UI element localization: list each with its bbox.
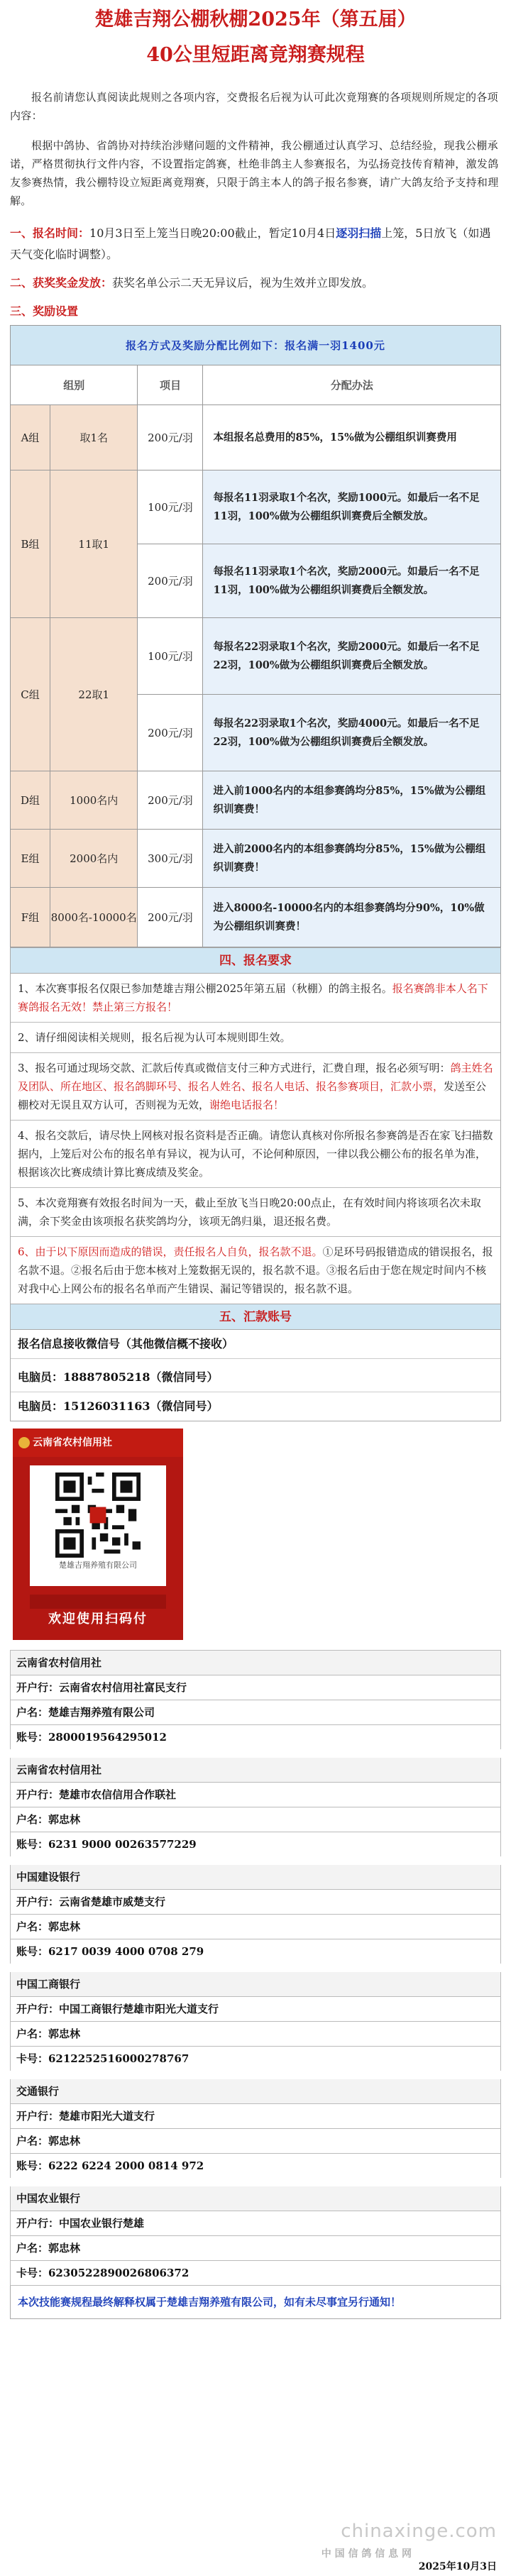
bank-acct: 账号：6217 0039 4000 0708 279 <box>11 1939 501 1969</box>
bank-name: 户名：郭忠林 <box>11 1915 501 1939</box>
table-cell-group: C组 <box>11 618 50 771</box>
rule-text-2: 发送至公棚校对无误且双方认可，否则视为无效， <box>18 1080 487 1111</box>
table-cell-group: E组 <box>11 830 50 888</box>
bank-row-acct <box>11 2047 501 2076</box>
bank-name: 户名：郭忠林 <box>11 1807 501 1832</box>
bank-acct: 账号：6231 9000 00263577229 <box>11 1832 501 1861</box>
prize-table-header: 报名方式及奖励分配比例如下：报名满一羽1400元 <box>11 326 501 365</box>
bank-row-branch <box>11 2211 501 2236</box>
bank-row-branch <box>11 1997 501 2022</box>
table-cell-distribution: 本组报名总费用的85%，15%做为公棚组织训赛费用 <box>203 405 501 470</box>
bank-bank: 中国农业银行 <box>11 2182 501 2211</box>
page-title: 楚雄吉翔公棚秋棚2025年（第五届） <box>94 9 417 31</box>
rule-red-text: 报名赛鸽非本人名下赛鸽报名无效！禁止第三方报名！ <box>18 982 488 1013</box>
table-cell-entry: 8000名-10000名 <box>50 888 138 947</box>
table-cell-entry: 22取1 <box>50 618 138 771</box>
bank-branch: 开户行：云南省楚雄市威楚支行 <box>11 1890 501 1915</box>
source-logo: 中 国 信 鸽 信 息 网 <box>321 2548 412 2560</box>
intro-paragraph-2: 根据中鸽协、省鸽协对持续治涉赌问题的文件精神，我公棚通过认真学习、总结经验，现我公棚承诺，严格贯彻执行文件内容，不设置指定鸽赛，杜绝非鸽主人参赛报名，为弘扬竞技传育精神，激发鸽友参赛热情，我公棚特设立短距离竟翔赛，只限于鸽主本人的鸽子报名参赛，请广大鸽友给予支持和理解。 <box>10 139 499 207</box>
bank-row-acct <box>11 2261 501 2286</box>
bank-accounts-table <box>10 1650 501 2286</box>
bank-branch: 开户行：楚雄市阳光大道支行 <box>11 2104 501 2129</box>
payment-qr-card <box>13 1429 183 1640</box>
table-cell-distribution: 每报名22羽录取1个名次，奖励4000元。如最后一名不足22羽，100%做为公棚组织训赛费后全额发放。 <box>203 695 501 771</box>
table-cell-group: B组 <box>11 470 50 618</box>
rule-item-1 <box>11 974 500 1023</box>
section-registration-text2: 上笼，5日放飞（如遇天气变化临时调整）。 <box>10 226 491 261</box>
rule-red-text: 鸽主姓名及团队、所在地区、报名鸽脚环号、报名人姓名、报名人电话、报名参赛项目，汇款小票， <box>18 1062 493 1093</box>
col-dist-header: 分配办法 <box>203 365 501 405</box>
bank-branch: 开户行：中国农业银行楚雄 <box>11 2211 501 2236</box>
qr-bank-name: 云南省农村信用社 <box>33 1437 112 1448</box>
qr-card-header <box>13 1429 183 1457</box>
table-cell-price: 200元/羽 <box>138 888 203 947</box>
bank-row-acct <box>11 1832 501 1861</box>
section-registration-label: 一、报名时间： <box>10 226 90 240</box>
rule-text-2: ①足环号码报错造成的错误报名，报名款不退。②报名后由于您本核对上笼数据无误的，报名款不退。③报名后由于您在规定时间内不核对我中心上网公布的报名名单而产生错误、漏记等错误的，报名款不退。 <box>18 1245 493 1295</box>
intro-paragraph-1: 报名前请您认真阅读此规则之各项内容，交费报名后视为认可此次竟翔赛的各项规则所规定的各项内容： <box>10 91 498 122</box>
bank-row-bank <box>11 2075 501 2104</box>
bank-row-name <box>11 2022 501 2047</box>
rule-red-text: 6、由于以下原因而造成的错误，责任报名人自负，报名款不退。 <box>18 1245 323 1258</box>
bank-row-name <box>11 1807 501 1832</box>
table-cell-group: F组 <box>11 888 50 947</box>
bank-bank: 交通银行 <box>11 2075 501 2104</box>
table-cell-entry: 11取1 <box>50 470 138 618</box>
qr-slogan: 欢迎使用扫码付 <box>48 1612 148 1626</box>
bank-name: 户名：楚雄吉翔养殖有限公司 <box>11 1700 501 1725</box>
table-cell-group: D组 <box>11 771 50 830</box>
bank-branch: 开户行：中国工商银行楚雄市阳光大道支行 <box>11 1997 501 2022</box>
bank-row-name <box>11 1915 501 1939</box>
qr-code-icon[interactable] <box>55 1473 141 1558</box>
bank-row-bank <box>11 1754 501 1783</box>
rule-item-4 <box>11 1121 500 1188</box>
rules-heading: 四、报名要求 <box>11 948 500 974</box>
bank-row-bank <box>11 1651 501 1675</box>
bank-row-bank <box>11 1861 501 1890</box>
table-cell-price: 200元/羽 <box>138 695 203 771</box>
page-subtitle: 40公里短距离竟翔赛规程 <box>146 44 365 66</box>
table-cell-distribution: 进入前2000名内的本组参赛鸽均分85%，15%做为公棚组织训赛费！ <box>203 830 501 888</box>
table-cell-price: 100元/羽 <box>138 618 203 695</box>
bank-bank: 云南省农村信用社 <box>11 1754 501 1783</box>
table-cell-entry: 1000名内 <box>50 771 138 830</box>
bank-acct: 账号：2800019564295012 <box>11 1725 501 1754</box>
bank-bank: 中国工商银行 <box>11 1968 501 1997</box>
section-prize-settings: 三、奖励设置 <box>10 304 79 318</box>
table-cell-distribution: 每报名11羽录取1个名次，奖励2000元。如最后一名不足11羽，100%做为公棚组织训赛费后全额发放。 <box>203 544 501 618</box>
bank-row-bank <box>11 2182 501 2211</box>
rule-text: 2、请仔细阅读相关规则，报名后视为认可本规则即生效。 <box>18 1031 291 1044</box>
publish-date: 2025年10月3日 <box>418 2561 497 2572</box>
operator-phone-2: 电脑员：15126031163（微信同号） <box>18 1399 219 1413</box>
table-cell-entry: 2000名内 <box>50 830 138 888</box>
table-cell-group: A组 <box>11 405 50 470</box>
operator-phone-1: 电脑员：18887805218（微信同号） <box>11 1363 500 1392</box>
bank-name: 户名：郭忠林 <box>11 2236 501 2261</box>
bank-row-acct <box>11 1725 501 1754</box>
col-item-header: 项目 <box>138 365 203 405</box>
section-registration-time <box>10 223 501 265</box>
bank-row-name <box>11 1700 501 1725</box>
prize-table <box>10 325 501 947</box>
section-registration-highlight: 逐羽扫描 <box>336 226 382 240</box>
table-cell-price: 100元/羽 <box>138 470 203 544</box>
rule-text: 5、本次竟翔赛有效报名时间为一天，截止至放飞当日晚20:00点止，在有效时间内将该项名次未取满，余下奖金由该项报名获奖鸽均分，该项无鸽归巢，退还报名费。 <box>18 1196 481 1228</box>
accounts-heading: 五、汇款账号 <box>10 1304 501 1330</box>
footer-note: 本次技能赛规程最终解释权属于楚雄吉翔养殖有限公司，如有未尽事宜另行通知！ <box>10 2286 501 2319</box>
bank-acct: 卡号：6230522890026806372 <box>11 2261 501 2286</box>
rule-red-text-2: 谢绝电话报名！ <box>209 1099 285 1111</box>
table-cell-distribution: 进入8000名-10000名内的本组参赛鸽均分90%，10%做为公棚组织训赛费！ <box>203 888 501 947</box>
bank-row-acct <box>11 1939 501 1969</box>
bank-row-branch <box>11 2104 501 2129</box>
qr-decor-bar <box>30 1595 166 1609</box>
bank-row-branch <box>11 1675 501 1700</box>
table-cell-price: 200元/羽 <box>138 771 203 830</box>
qr-caption: 楚雄吉翔养殖有限公司 <box>59 1561 137 1570</box>
bank-name: 户名：郭忠林 <box>11 2129 501 2154</box>
contact-box <box>10 1330 501 1421</box>
rule-text: 1、本次赛事报名仅限已参加楚雄吉翔公棚2025年第五届（秋棚）的鸽主报名。 <box>18 982 392 995</box>
bank-branch: 开户行：楚雄市农信信用合作联社 <box>11 1783 501 1807</box>
bank-bank: 云南省农村信用社 <box>11 1651 501 1675</box>
rule-item-6 <box>11 1237 500 1304</box>
bank-row-acct <box>11 2154 501 2183</box>
rule-text: 4、报名交款后，请尽快上网核对报名资料是否正确。请您认真核对你所报名参赛鸽是否在家飞扫描数据内，上笼后对公布的报名单有异议，视为认可，不论何种原因，一律以我公棚公布的报名单为准，根据该次比赛成绩计算比赛成绩及奖金。 <box>18 1129 493 1179</box>
bank-row-bank <box>11 1968 501 1997</box>
table-cell-price: 200元/羽 <box>138 405 203 470</box>
section-prize-payout-text: 获奖名单公示二天无异议后，视为生效并立即发放。 <box>112 276 374 290</box>
bank-acct: 卡号：6212252516000278767 <box>11 2047 501 2076</box>
bank-row-name <box>11 2129 501 2154</box>
table-cell-distribution: 进入前1000名内的本组参赛鸽均分85%，15%做为公棚组织训赛费！ <box>203 771 501 830</box>
watermark: chinaxinge.com <box>341 2521 497 2542</box>
table-cell-entry: 取1名 <box>50 405 138 470</box>
qr-panel <box>30 1465 166 1586</box>
section-prize-payout <box>10 273 501 294</box>
bank-name: 户名：郭忠林 <box>11 2022 501 2047</box>
rules-box <box>10 947 501 1304</box>
rule-item-5 <box>11 1188 500 1237</box>
bank-logo-icon <box>18 1437 30 1448</box>
table-cell-distribution: 每报名22羽录取1个名次，奖励2000元。如最后一名不足22羽，100%做为公棚组织训赛费后全额发放。 <box>203 618 501 695</box>
section-registration-text: 10月3日至上笼当日晚20:00截止，暂定10月4日 <box>89 226 336 240</box>
wechat-label <box>11 1330 500 1359</box>
bank-bank: 中国建设银行 <box>11 1861 501 1890</box>
table-cell-distribution: 每报名11羽录取1个名次，奖励1000元。如最后一名不足11羽，100%做为公棚组织训赛费后全额发放。 <box>203 470 501 544</box>
bank-row-name <box>11 2236 501 2261</box>
rule-item-3 <box>11 1053 500 1121</box>
col-group-header: 组别 <box>11 365 138 405</box>
table-cell-price: 300元/羽 <box>138 830 203 888</box>
bank-row-branch <box>11 1890 501 1915</box>
bank-acct: 账号：6222 6224 2000 0814 972 <box>11 2154 501 2183</box>
table-cell-price: 200元/羽 <box>138 544 203 618</box>
section-prize-payout-label: 二、获奖奖金发放： <box>10 276 113 290</box>
bank-row-branch <box>11 1783 501 1807</box>
wechat-label-text: 报名信息接收微信号（其他微信概不接收） <box>18 1337 234 1350</box>
rule-item-2 <box>11 1023 500 1053</box>
stamp-line <box>322 2546 497 2560</box>
bank-branch: 开户行：云南省农村信用社富民支行 <box>11 1675 501 1700</box>
rule-text: 3、报名可通过现场交款、汇款后传真或微信支付三种方式进行，汇费自理，报名必须写明： <box>18 1062 451 1074</box>
